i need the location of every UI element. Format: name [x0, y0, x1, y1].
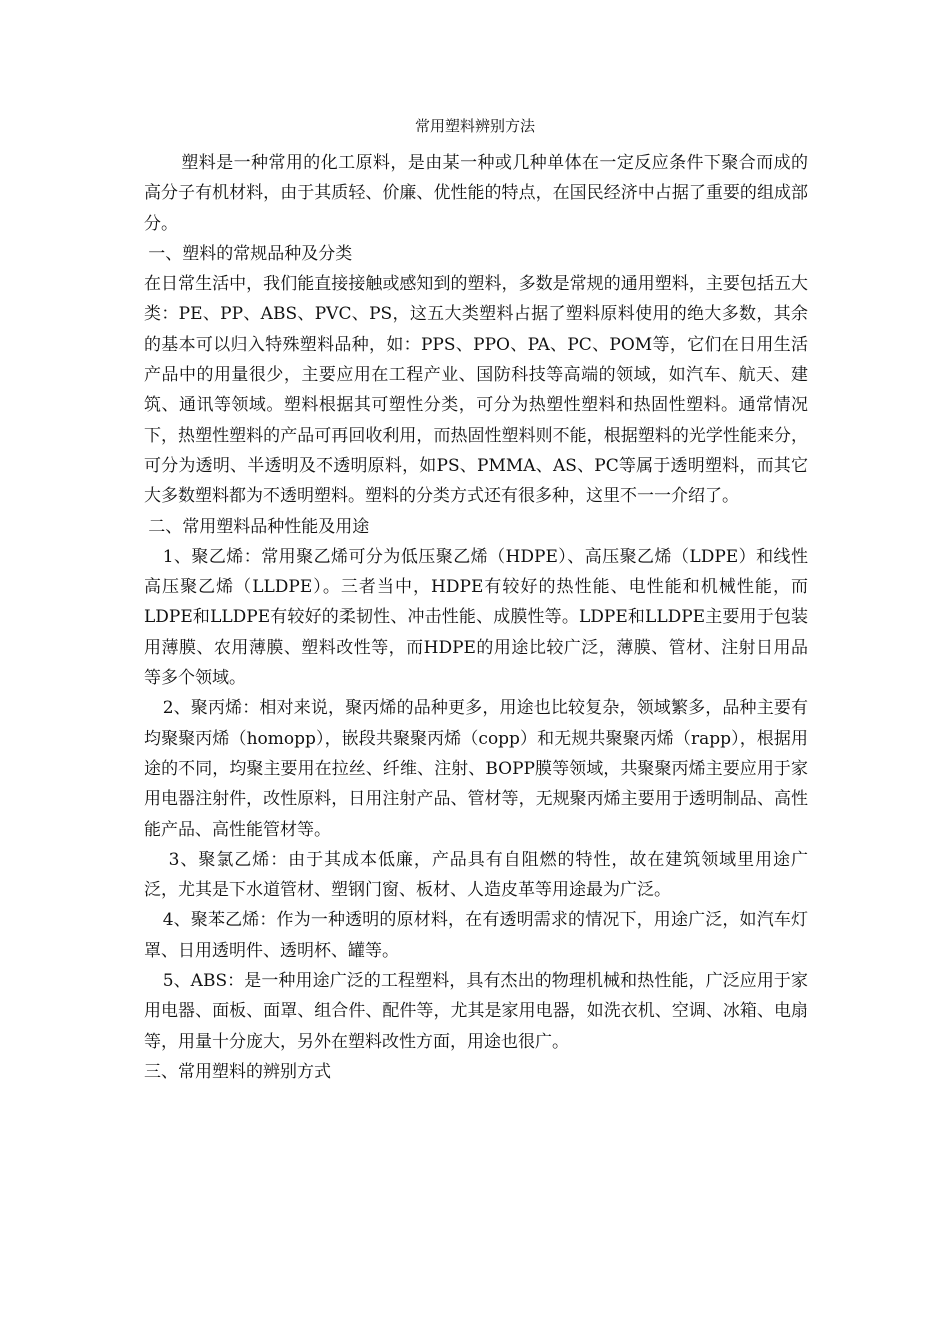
section-2-item-polystyrene: 4、聚苯乙烯：作为一种透明的原材料，在有透明需求的情况下，用途广泛，如汽车灯罩、日用透明件、透明杯、罐等。 — [144, 910, 808, 961]
section-1-paragraph: 在日常生活中，我们能直接接触或感知到的塑料，多数是常规的通用塑料，主要包括五大类：PE、PP、ABS、PVC、PS，这五大类塑料占据了塑料原料使用的绝大多数，其余的基本可以归入特殊塑料品种，如：PPS、PPO、PA、PC、POM等，它们在日用生活产品中的用量很少，主要应用在工程产业、国防科技等高端的领域，如汽车、航天、建筑、通讯等领域。塑料根据其可塑性分类，可分为热塑性塑料和热固性塑料。通常情况下，热塑性塑料的产品可再回收利用，而热固性塑料则不能，根据塑料的光学性能来分，可分为透明、半透明及不透明原料，如PS、PMMA、AS、PC等属于透明塑料，而其它大多数塑料都为不透明塑料。塑料的分类方式还有很多种，这里不一一介绍了。 — [144, 274, 808, 507]
section-2-heading: 二、常用塑料品种性能及用途 — [148, 516, 370, 537]
document-body — [144, 148, 808, 1087]
section-2-item-polyethylene: 1、聚乙烯：常用聚乙烯可分为低压聚乙烯（HDPE）、高压聚乙烯（LDPE）和线性高压聚乙烯（LLDPE）。三者当中，HDPE有较好的热性能、电性能和机械性能，而LDPE和LLDPE有较好的柔韧性、冲击性能、成膜性等。LDPE和LLDPE主要用于包装用薄膜、农用薄膜、塑料改性等，而HDPE的用途比较广泛，薄膜、管材、注射日用品等多个领域。 — [144, 546, 808, 689]
section-3-heading: 三、常用塑料的辨别方式 — [144, 1061, 331, 1082]
section-1-heading: 一、塑料的常规品种及分类 — [148, 243, 353, 264]
section-2-item-pvc: 3、聚氯乙烯：由于其成本低廉，产品具有自阻燃的特性，故在建筑领域里用途广泛，尤其是下水道管材、塑钢门窗、板材、人造皮革等用途最为广泛。 — [144, 849, 808, 901]
section-2-item-polypropylene: 2、聚丙烯：相对来说，聚丙烯的品种更多，用途也比较复杂，领域繁多，品种主要有均聚聚丙烯（homopp），嵌段共聚聚丙烯（copp）和无规共聚聚丙烯（rapp），根据用途的不同，均聚主要用在拉丝、纤维、注射、BOPP膜等领域，共聚聚丙烯主要应用于家用电器注射件，改性原料，日用注射产品、管材等，无规聚丙烯主要用于透明制品、高性能产品、高性能管材等。 — [144, 698, 808, 840]
section-2-item-abs: 5、ABS：是一种用途广泛的工程塑料，具有杰出的物理机械和热性能，广泛应用于家用电器、面板、面罩、组合件、配件等，尤其是家用电器，如洗衣机、空调、冰箱、电扇等，用量十分庞大，另外在塑料改性方面，用途也很广。 — [144, 971, 808, 1052]
intro-paragraph: 塑料是一种常用的化工原料，是由某一种或几种单体在一定反应条件下聚合而成的高分子有机材料，由于其质轻、价廉、优性能的特点，在国民经济中占据了重要的组成部分。 — [144, 153, 808, 234]
document-title: 常用塑料辨别方法 — [414, 117, 535, 135]
